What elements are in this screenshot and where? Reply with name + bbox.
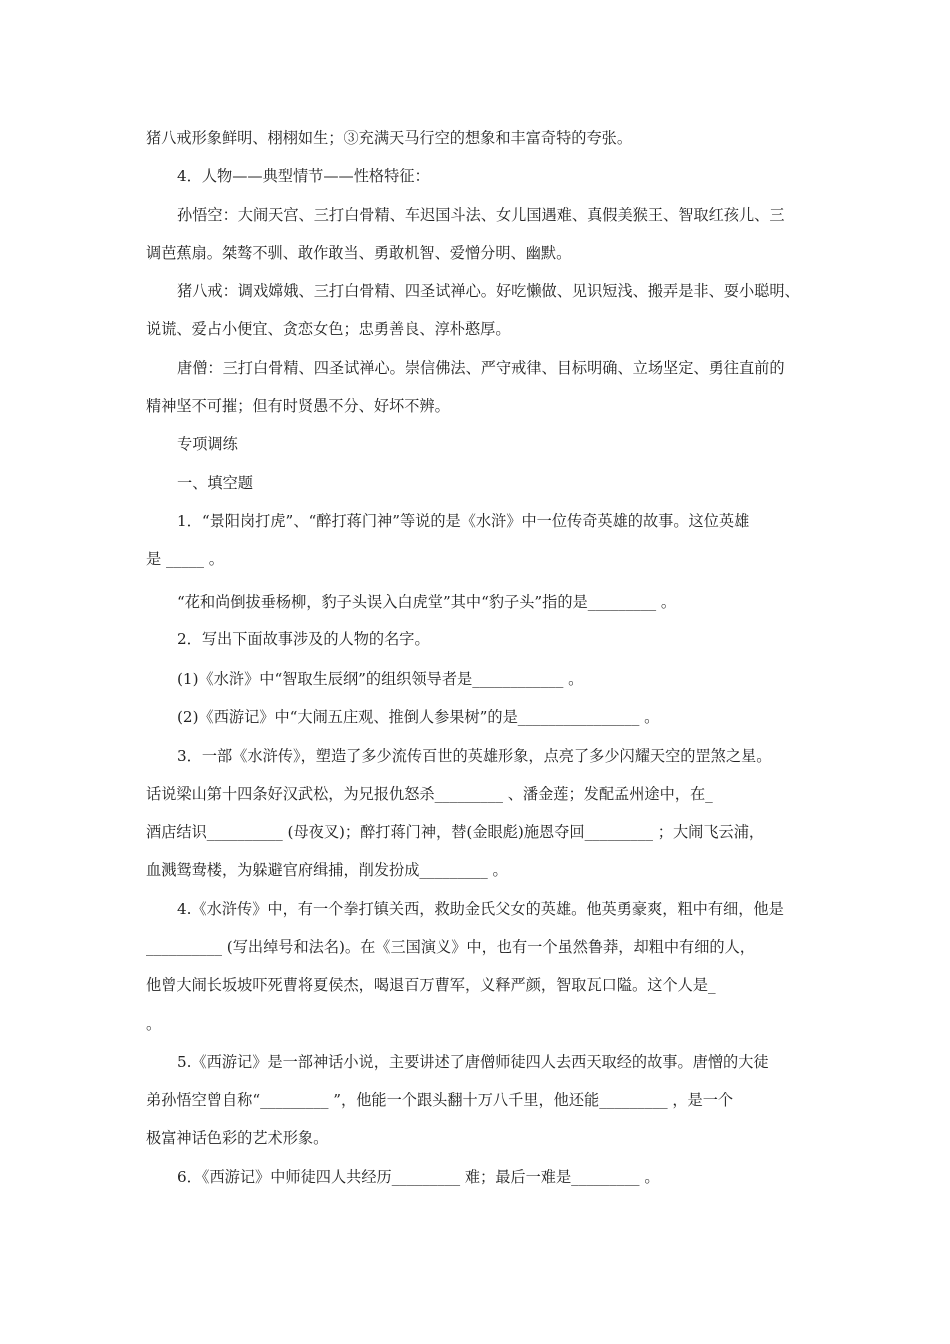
- text-line: 精神坚不可摧；但有时贤愚不分、好坏不辨。: [146, 397, 450, 415]
- text-line: 6．《西游记》中师徒四人共经历_________ 难；最后一难是_________ 。: [177, 1168, 660, 1186]
- text-line: 孙悟空：大闹天宫、三打白骨精、车迟国斗法、女儿国遇难、真假美猴王、智取红孩儿、三: [177, 206, 785, 224]
- text-line: 2．写出下面故事涉及的人物的名字。: [177, 630, 430, 648]
- text-line: 5.《西游记》是一部神话小说，主要讲述了唐僧师徒四人去西天取经的故事。唐憎的大徒: [177, 1053, 769, 1071]
- text-line: 猪八戒：调戏嫦娥、三打白骨精、四圣试禅心。好吃懒做、见识短浅、搬弄是非、耍小聪明、: [177, 282, 800, 300]
- text-line: (1)《水浒》中“智取生辰纲”的组织领导者是____________ 。: [177, 670, 584, 688]
- text-line: 说谎、爱占小便宜、贪恋女色；忠勇善良、淳朴憨厚。: [146, 320, 511, 338]
- text-line: 极富神话色彩的艺术形象。: [146, 1129, 329, 1147]
- text-line: (2)《西游记》中“大闹五庄观、推倒人参果树”的是________________ 。: [177, 708, 660, 726]
- text-line: “花和尚倒拔垂杨柳，豹子头误入白虎堂”其中“豹子头”指的是_________ 。: [177, 593, 677, 611]
- section-heading: 专项调练: [177, 435, 238, 453]
- text-line: 唐僧：三打白骨精、四圣试禅心。崇信佛法、严守戒律、目标明确、立场坚定、勇往直前的: [177, 359, 785, 377]
- text-line: 4．人物——典型情节——性格特征：: [177, 167, 430, 185]
- text-line: 1．“景阳岗打虎”、“醉打蒋门神”等说的是《水浒》中一位传奇英雄的故事。这位英雄: [177, 512, 750, 530]
- text-line: 弟孙悟空曾自称“_________ ”，他能一个跟头翻十万八千里，他还能_________ ，是一个: [146, 1091, 734, 1109]
- text-line: 猪八戒形象鲜明、栩栩如生；③充满天马行空的想象和丰富奇特的夸张。: [146, 129, 632, 147]
- text-line: 话说梁山第十四条好汉武松，为兄报仇怒杀_________ 、潘金莲；发配孟州途中，在_: [146, 785, 713, 803]
- text-line: 4.《水浒传》中，有一个拳打镇关西，救助金氏父女的英雄。他英勇豪爽，粗中有细，他是: [177, 900, 784, 918]
- subsection-heading: 一、填空题: [177, 474, 253, 492]
- text-line: 。: [146, 1015, 162, 1033]
- text-line: 酒店结识__________ (母夜叉)；醉打蒋门神，替(金眼彪)施恩夺回_________ ；大闹飞云浦，: [146, 823, 765, 841]
- text-line: __________ (写出绰号和法名)。在《三国演义》中，也有一个虽然鲁莽，却粗中有细的人，: [146, 938, 755, 956]
- text-line: 他曾大闹长坂坡吓死曹将夏侯杰，喝退百万曹军，义释严颜，智取瓦口隘。这个人是_: [146, 976, 716, 994]
- text-line: 调芭蕉扇。桀骜不驯、敢作敢当、勇敢机智、爱憎分明、幽默。: [146, 244, 572, 262]
- text-line: 是 _____ 。: [146, 550, 224, 568]
- text-line: 3．一部《水浒传》，塑造了多少流传百世的英雄形象，点亮了多少闪耀天空的罡煞之星。: [177, 747, 772, 765]
- text-line: 血溅鸳鸯楼，为躲避官府缉捕，削发扮成_________ 。: [146, 861, 508, 879]
